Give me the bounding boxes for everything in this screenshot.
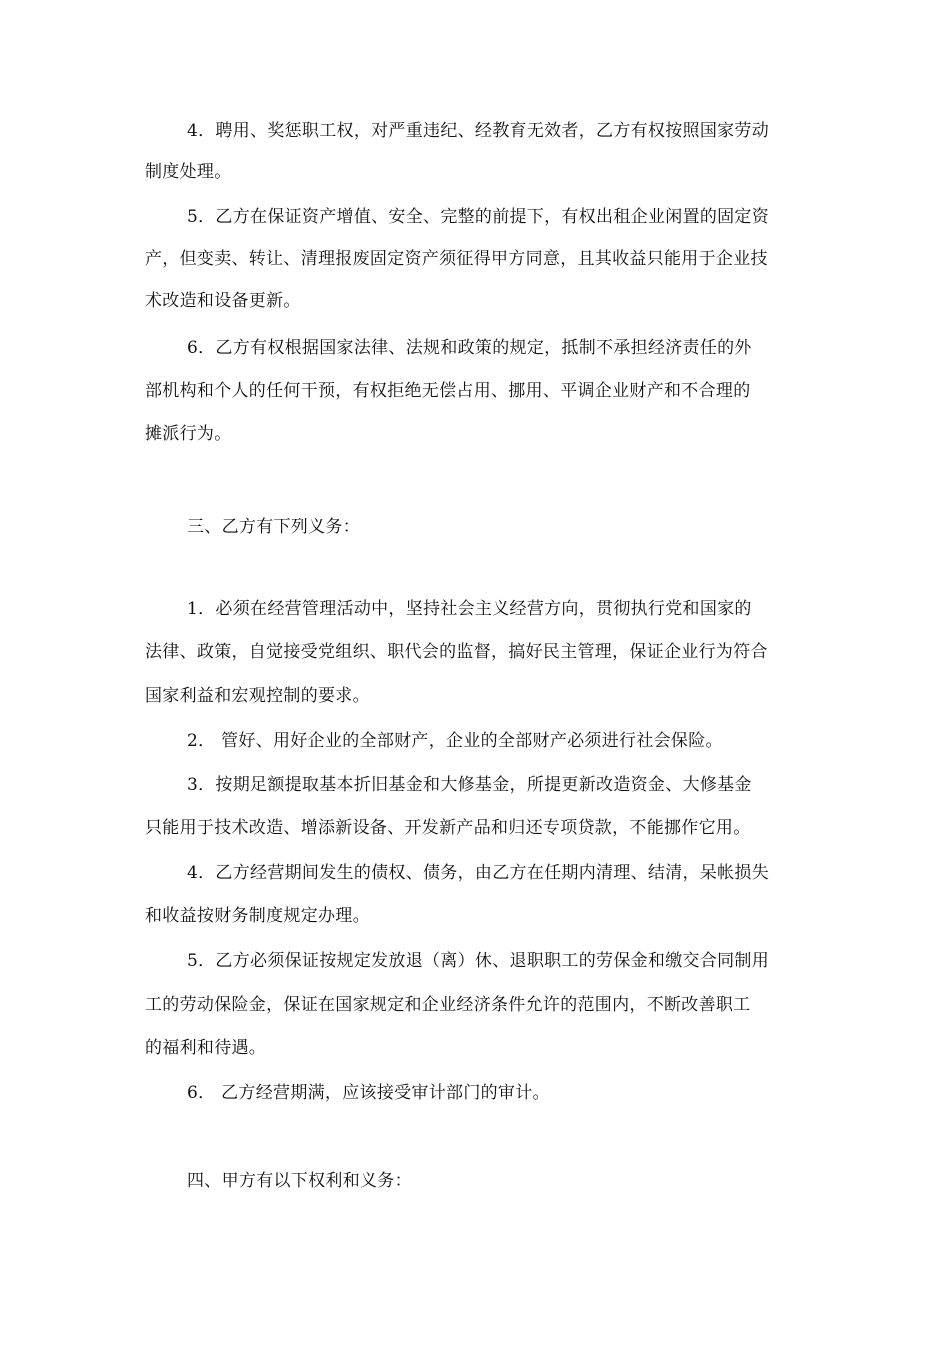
text-line: 2． 管好、用好企业的全部财产，企业的全部财产必须进行社会保险。 (187, 731, 723, 751)
text-line: 4．乙方经营期间发生的债权、债务，由乙方在任期内清理、结清，呆帐损失 (187, 863, 770, 883)
text-line: 国家利益和宏观控制的要求。 (145, 686, 370, 706)
text-line: 产，但变卖、转让、清理报废固定资产须征得甲方同意，且其收益只能用于企业技 (145, 249, 768, 269)
text-line: 部机构和个人的任何干预，有权拒绝无偿占用、挪用、平调企业财产和不合理的 (145, 381, 751, 401)
text-line: 制度处理。 (145, 162, 232, 182)
text-line: 和收益按财务制度规定办理。 (145, 906, 370, 926)
text-line: 5．乙方在保证资产增值、安全、完整的前提下，有权出租企业闲置的固定资 (187, 207, 770, 227)
text-line: 只能用于技术改造、增添新设备、开发新产品和归还专项贷款，不能挪作它用。 (145, 818, 751, 838)
text-line: 6． 乙方经营期满，应该接受审计部门的审计。 (187, 1083, 550, 1103)
text-line: 6．乙方有权根据国家法律、法规和政策的规定，抵制不承担经济责任的外 (187, 338, 752, 358)
text-line: 的福利和待遇。 (145, 1038, 267, 1058)
text-line: 术改造和设备更新。 (145, 291, 301, 311)
text-line: 3．按期足额提取基本折旧基金和大修基金，所提更新改造资金、大修基金 (187, 775, 752, 795)
text-line: 1．必须在经营管理活动中，坚持社会主义经营方向，贯彻执行党和国家的 (187, 599, 752, 619)
text-line: 摊派行为。 (145, 424, 232, 444)
text-line: 工的劳动保险金，保证在国家规定和企业经济条件允许的范围内，不断改善职工 (145, 995, 751, 1015)
section-heading: 三、乙方有下列义务： (187, 517, 360, 537)
text-line: 法律、政策，自觉接受党组织、职代会的监督，搞好民主管理，保证企业行为符合 (145, 642, 768, 662)
section-heading: 四、甲方有以下权利和义务： (187, 1171, 412, 1191)
text-line: 5．乙方必须保证按规定发放退（离）休、退职职工的劳保金和缴交合同制用 (187, 951, 770, 971)
text-line: 4．聘用、奖惩职工权，对严重违纪、经教育无效者，乙方有权按照国家劳动 (187, 121, 770, 141)
